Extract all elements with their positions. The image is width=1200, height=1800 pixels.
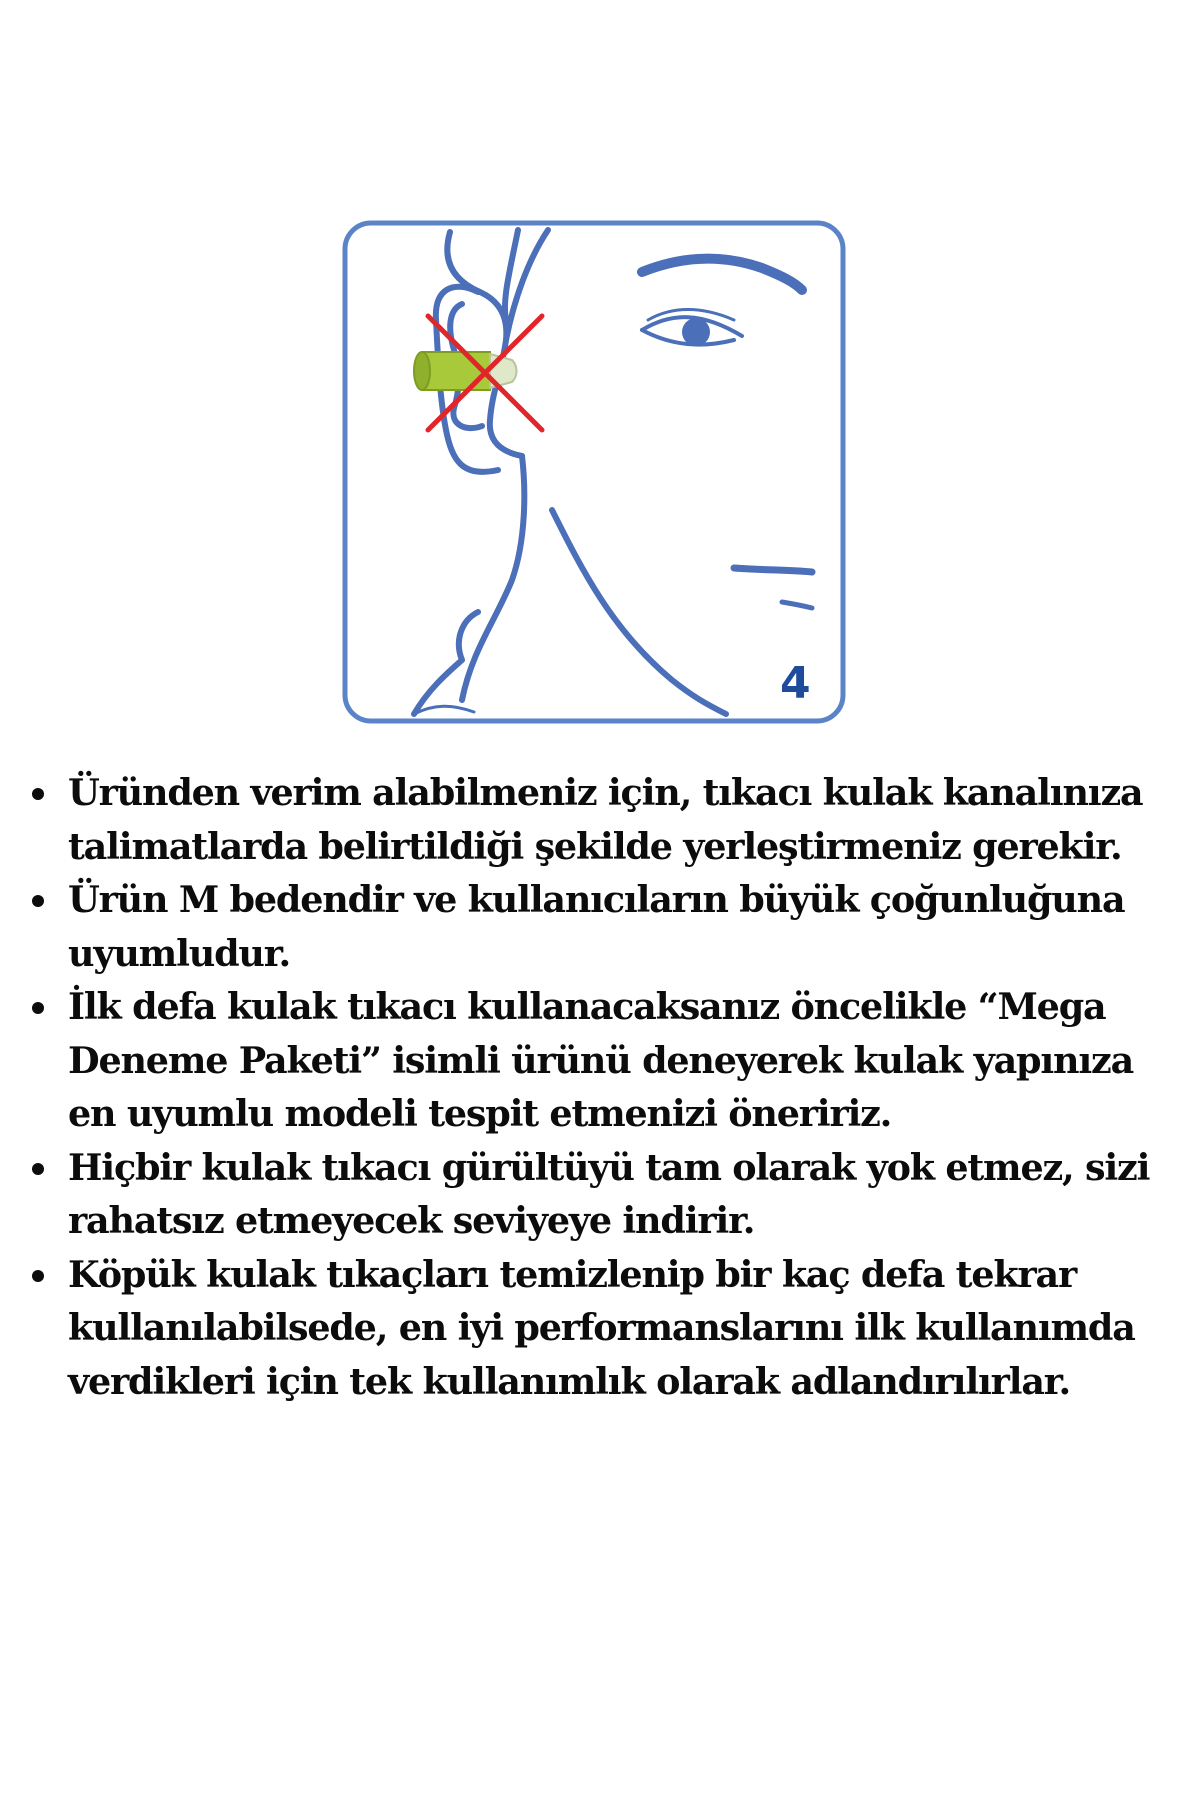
- list-item-text: Ürün M bedendir ve kullanıcıların büyük çoğunluğuna uyumludur.: [68, 878, 1125, 975]
- eye-pupil: [682, 318, 710, 346]
- step-number: 4: [780, 658, 811, 709]
- list-item: [28, 1141, 1188, 1248]
- eyebrow: [642, 259, 802, 290]
- list-item: [28, 873, 1188, 980]
- list-item: [28, 980, 1188, 1141]
- neck-line: [552, 510, 726, 714]
- collar-fold: [414, 706, 474, 714]
- list-item-text: Köpük kulak tıkaçları temizlenip bir kaç defa tekrar kullanılabilsede, en iyi performanslarını ilk kullanımda verdikleri için tek kullanımlık olarak adlandırılırlar.: [68, 1252, 1135, 1403]
- bullet-dot: [32, 1270, 44, 1282]
- list-item: [28, 1248, 1188, 1409]
- bullet-dot: [32, 895, 44, 907]
- bullet-dot: [32, 788, 44, 800]
- collar-line: [414, 612, 478, 714]
- step-4-diagram: [342, 220, 846, 724]
- earplug-instruction-illustration: [342, 220, 846, 724]
- bullet-dot: [32, 1002, 44, 1014]
- list-item-text: İlk defa kulak tıkacı kullanacaksanız öncelikle “Mega Deneme Paketi” isimli ürünü deneyerek kulak yapınıza en uyumlu modeli tespit etmenizi öneririz.: [68, 985, 1134, 1135]
- list-item: [28, 766, 1188, 873]
- instruction-list: [28, 766, 1188, 1408]
- bullet-dot: [32, 1163, 44, 1175]
- illustration-frame: [345, 223, 843, 721]
- mouth-line: [734, 568, 812, 572]
- list-item-text: Hiçbir kulak tıkacı gürültüyü tam olarak yok etmez, sizi rahatsız etmeyecek seviyeye indirir.: [68, 1145, 1150, 1242]
- list-item-text: Üründen verim alabilmeniz için, tıkacı kulak kanalınıza talimatlarda belirtildiği şekilde yerleştirmeniz gerekir.: [68, 771, 1143, 868]
- chin-line: [782, 602, 812, 608]
- jaw-line: [462, 456, 524, 700]
